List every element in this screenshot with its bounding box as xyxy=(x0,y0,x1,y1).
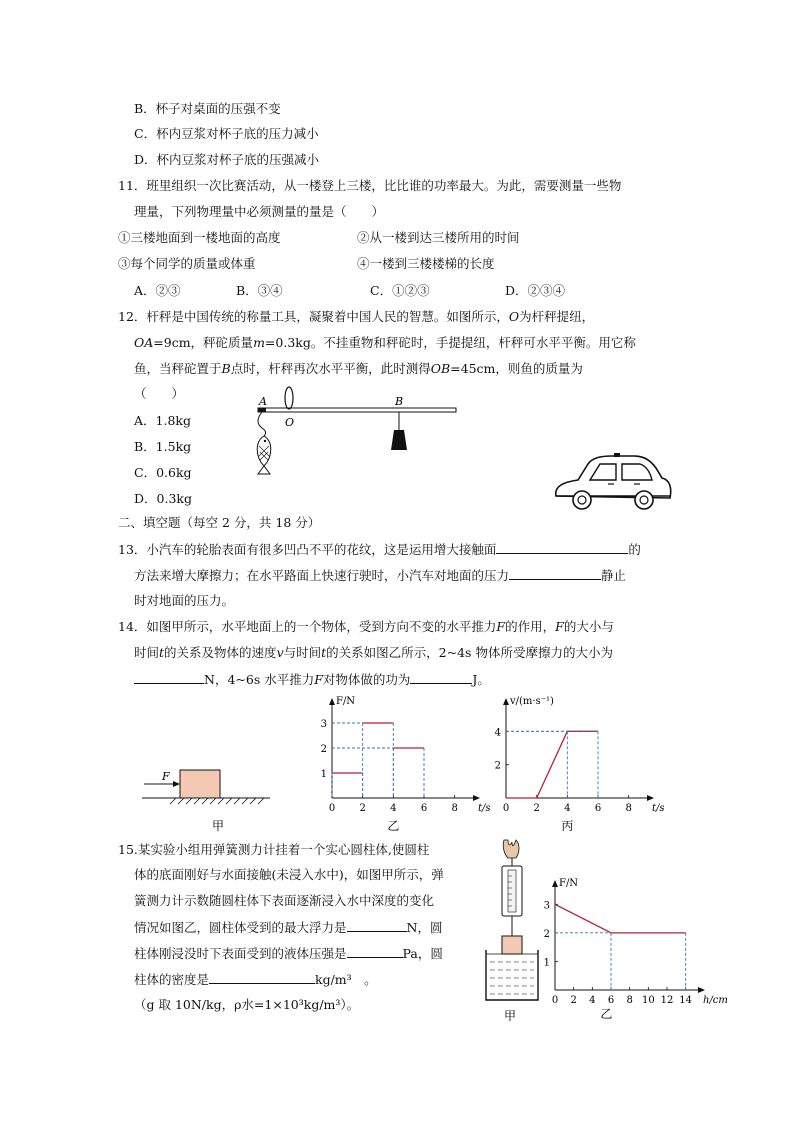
y-tick-label: 1 xyxy=(320,769,327,780)
y-axis-arrow xyxy=(503,698,509,705)
fig-jia-caption: 甲 xyxy=(212,819,225,833)
force-label: F xyxy=(162,770,170,783)
y-tick-label: 2 xyxy=(494,760,501,772)
q11-item-4: ④一楼到三楼楼梯的长度 xyxy=(357,256,495,271)
q11-option-b: B．③④ xyxy=(236,283,283,298)
chart-caption: 乙 xyxy=(387,819,400,833)
q10-option-c: C．杯内豆浆对杯子底的压力减小 xyxy=(134,126,319,141)
y-tick-label: 2 xyxy=(543,928,550,940)
ground-hatch xyxy=(170,798,264,804)
q13-stem-line2: 方法来增大摩擦力；在水平路面上快速行驶时，小汽车对地面的压力 静止 xyxy=(134,568,627,583)
q12-option-c: C．0.6kg xyxy=(134,465,192,480)
y-tick-label: 4 xyxy=(494,727,501,739)
q11-item-3: ③每个同学的质量或体重 xyxy=(118,256,256,271)
x-tick-label: 6 xyxy=(594,803,602,814)
x-tick-label: 6 xyxy=(420,803,428,814)
q11-item-2: ②从一楼到达三楼所用的时间 xyxy=(357,230,520,245)
car-figure xyxy=(550,452,676,518)
x-tick-label: 14 xyxy=(679,995,693,1006)
q15-stem-line6: 柱体的密度是 kg/m³ 。 xyxy=(134,972,377,987)
q10-option-d: D．杯内豆浆对杯子底的压强减小 xyxy=(134,152,320,167)
q11-stem-line1: 11．班里组织一次比赛活动，从一楼登上三楼，比比谁的功率最大。为此，需要测量一些物 xyxy=(118,178,622,193)
q12-stem-line3: 鱼，当秤砣置于B点时，杆秤再次水平平衡，此时测得OB=45cm，则鱼的质量为 xyxy=(134,361,583,376)
q13-stem-line1: 13．小汽车的轮胎表面有很多凹凸不平的花纹，这是运用增大接触面 的 xyxy=(118,542,641,557)
x-tick-label: 4 xyxy=(589,995,596,1006)
y-axis-label: F/N xyxy=(559,878,579,889)
spring-scale-window xyxy=(508,870,516,912)
steelyard-weight xyxy=(391,430,407,450)
fig-jia-caption: 甲 xyxy=(504,1009,517,1023)
velocity-line xyxy=(506,731,598,798)
y-axis-arrow xyxy=(329,698,335,705)
x-tick-label: 0 xyxy=(551,995,559,1006)
q15-blank-1[interactable] xyxy=(347,918,407,932)
q11-item-1: ①三楼地面到一楼地面的高度 xyxy=(118,230,281,245)
q14-stem-line2: 时间t的关系及物体的速度v与时间t的关系如图乙所示，2~4s 物体所受摩擦力的大小为 xyxy=(134,645,613,660)
y-tick-label: 3 xyxy=(543,900,550,912)
q12-stem-line1: 12．杆秤是中国传统的称量工具，凝聚着中国人民的智慧。如图所示，O为杆秤提纽， xyxy=(118,309,595,324)
y-axis-label: F/N xyxy=(336,696,356,707)
q12-stem-line2: OA=9cm，秤砣质量m=0.3kg。不挂重物和秤砣时，手提提纽，杆秤可水平平衡。用它称 xyxy=(134,335,636,350)
x-tick-label: 10 xyxy=(641,995,655,1006)
x-tick-label: 4 xyxy=(564,803,571,814)
q15-stem-line2: 体的底面刚好与水面接触(未浸入水中)，如图甲所示，弹 xyxy=(134,867,444,882)
chart-caption: 丙 xyxy=(561,819,574,833)
x-axis-label: t/s xyxy=(478,803,491,814)
q13-stem-line3: 时对地面的压力。 xyxy=(134,593,235,608)
fish-icon xyxy=(257,436,271,474)
x-tick-label: 2 xyxy=(570,995,577,1006)
q12-option-d: D．0.3kg xyxy=(134,491,192,506)
x-axis-arrow xyxy=(698,987,705,993)
lifting-loop xyxy=(285,387,293,409)
q12-stem-line4: （ ） xyxy=(134,386,185,401)
car-icon xyxy=(556,453,671,509)
hand-icon xyxy=(503,840,519,858)
x-tick-label: 8 xyxy=(451,803,458,814)
q15-stem-line4: 情况如图乙，圆柱体受到的最大浮力是 N，圆 xyxy=(134,920,443,935)
beaker xyxy=(486,950,538,1000)
x-axis-arrow xyxy=(473,795,480,801)
q11-stem-line2: 理量，下列物理量中必须测量的量是（ ） xyxy=(134,204,385,219)
q12-option-b: B．1.5kg xyxy=(134,439,192,454)
x-tick-label: 0 xyxy=(328,803,336,814)
force-arrowhead xyxy=(173,781,180,787)
x-tick-label: 8 xyxy=(626,995,633,1006)
block xyxy=(180,770,220,798)
q15-stem-line7: （g 取 10N/kg，ρ水=1×10³kg/m³）。 xyxy=(134,997,360,1012)
x-axis-arrow xyxy=(647,795,654,801)
steelyard-figure xyxy=(248,386,463,481)
q14-blank-1[interactable] xyxy=(134,670,204,684)
q15-blank-3[interactable] xyxy=(209,970,315,984)
y-axis-label: v/(m·s⁻¹) xyxy=(510,696,554,707)
q13-blank-1[interactable] xyxy=(496,540,628,554)
chart-force-depth xyxy=(535,866,728,1026)
x-axis-label: t/s xyxy=(652,803,665,814)
y-axis-arrow xyxy=(552,880,558,887)
label-a: A xyxy=(259,395,267,408)
q13-blank-2[interactable] xyxy=(509,566,601,580)
chart-caption: 乙 xyxy=(600,1007,613,1021)
q14-stem-line3: N，4~6s 水平推力F对物体做的功为 J。 xyxy=(134,670,490,689)
q15-stem-line1: 15.某实验小组用弹簧测力计挂着一个实心圆柱体,使圆柱 xyxy=(118,842,430,857)
water-lines xyxy=(490,962,534,994)
chart-force-time xyxy=(308,690,498,838)
x-axis-label: h/cm xyxy=(703,995,728,1006)
y-tick-label: 3 xyxy=(320,719,327,730)
q15-stem-line3: 簧测力计示数随圆柱体下表面逐渐浸入水中深度的变化 xyxy=(134,893,435,908)
q15-stem-line5: 柱体刚浸没时下表面受到的液体压强是 Pa，圆 xyxy=(134,946,443,961)
x-tick-label: 0 xyxy=(502,803,510,814)
rod-end-a xyxy=(258,408,266,412)
q12-option-a: A．1.8kg xyxy=(134,413,191,428)
q14-blank-2[interactable] xyxy=(410,670,472,684)
q14-stem-line1: 14．如图甲所示，水平地面上的一个物体，受到方向不变的水平推力F的作用，F的大小与 xyxy=(118,619,614,634)
q10-option-b: B．杯子对桌面的压强不变 xyxy=(134,101,281,116)
x-tick-label: 4 xyxy=(390,803,397,814)
y-tick-label: 1 xyxy=(543,957,550,969)
x-tick-label: 8 xyxy=(625,803,632,814)
force-line xyxy=(555,904,686,933)
q15-blank-2[interactable] xyxy=(347,944,403,958)
x-tick-label: 12 xyxy=(660,995,674,1006)
label-o: O xyxy=(285,416,295,429)
label-b: B xyxy=(395,395,404,408)
q11-option-c: C．①②③ xyxy=(370,283,430,298)
q11-option-a: A．②③ xyxy=(134,283,181,298)
section-2-heading: 二、填空题（每空 2 分，共 18 分） xyxy=(118,515,321,530)
hook xyxy=(258,412,266,436)
cylinder xyxy=(502,936,522,954)
q14-fig-jia xyxy=(140,760,280,838)
chart-velocity-time xyxy=(482,690,672,838)
x-tick-label: 6 xyxy=(607,995,615,1006)
y-tick-label: 2 xyxy=(320,744,327,755)
x-tick-label: 2 xyxy=(359,803,366,814)
x-tick-label: 2 xyxy=(533,803,540,814)
q11-option-d: D．②③④ xyxy=(505,283,566,298)
